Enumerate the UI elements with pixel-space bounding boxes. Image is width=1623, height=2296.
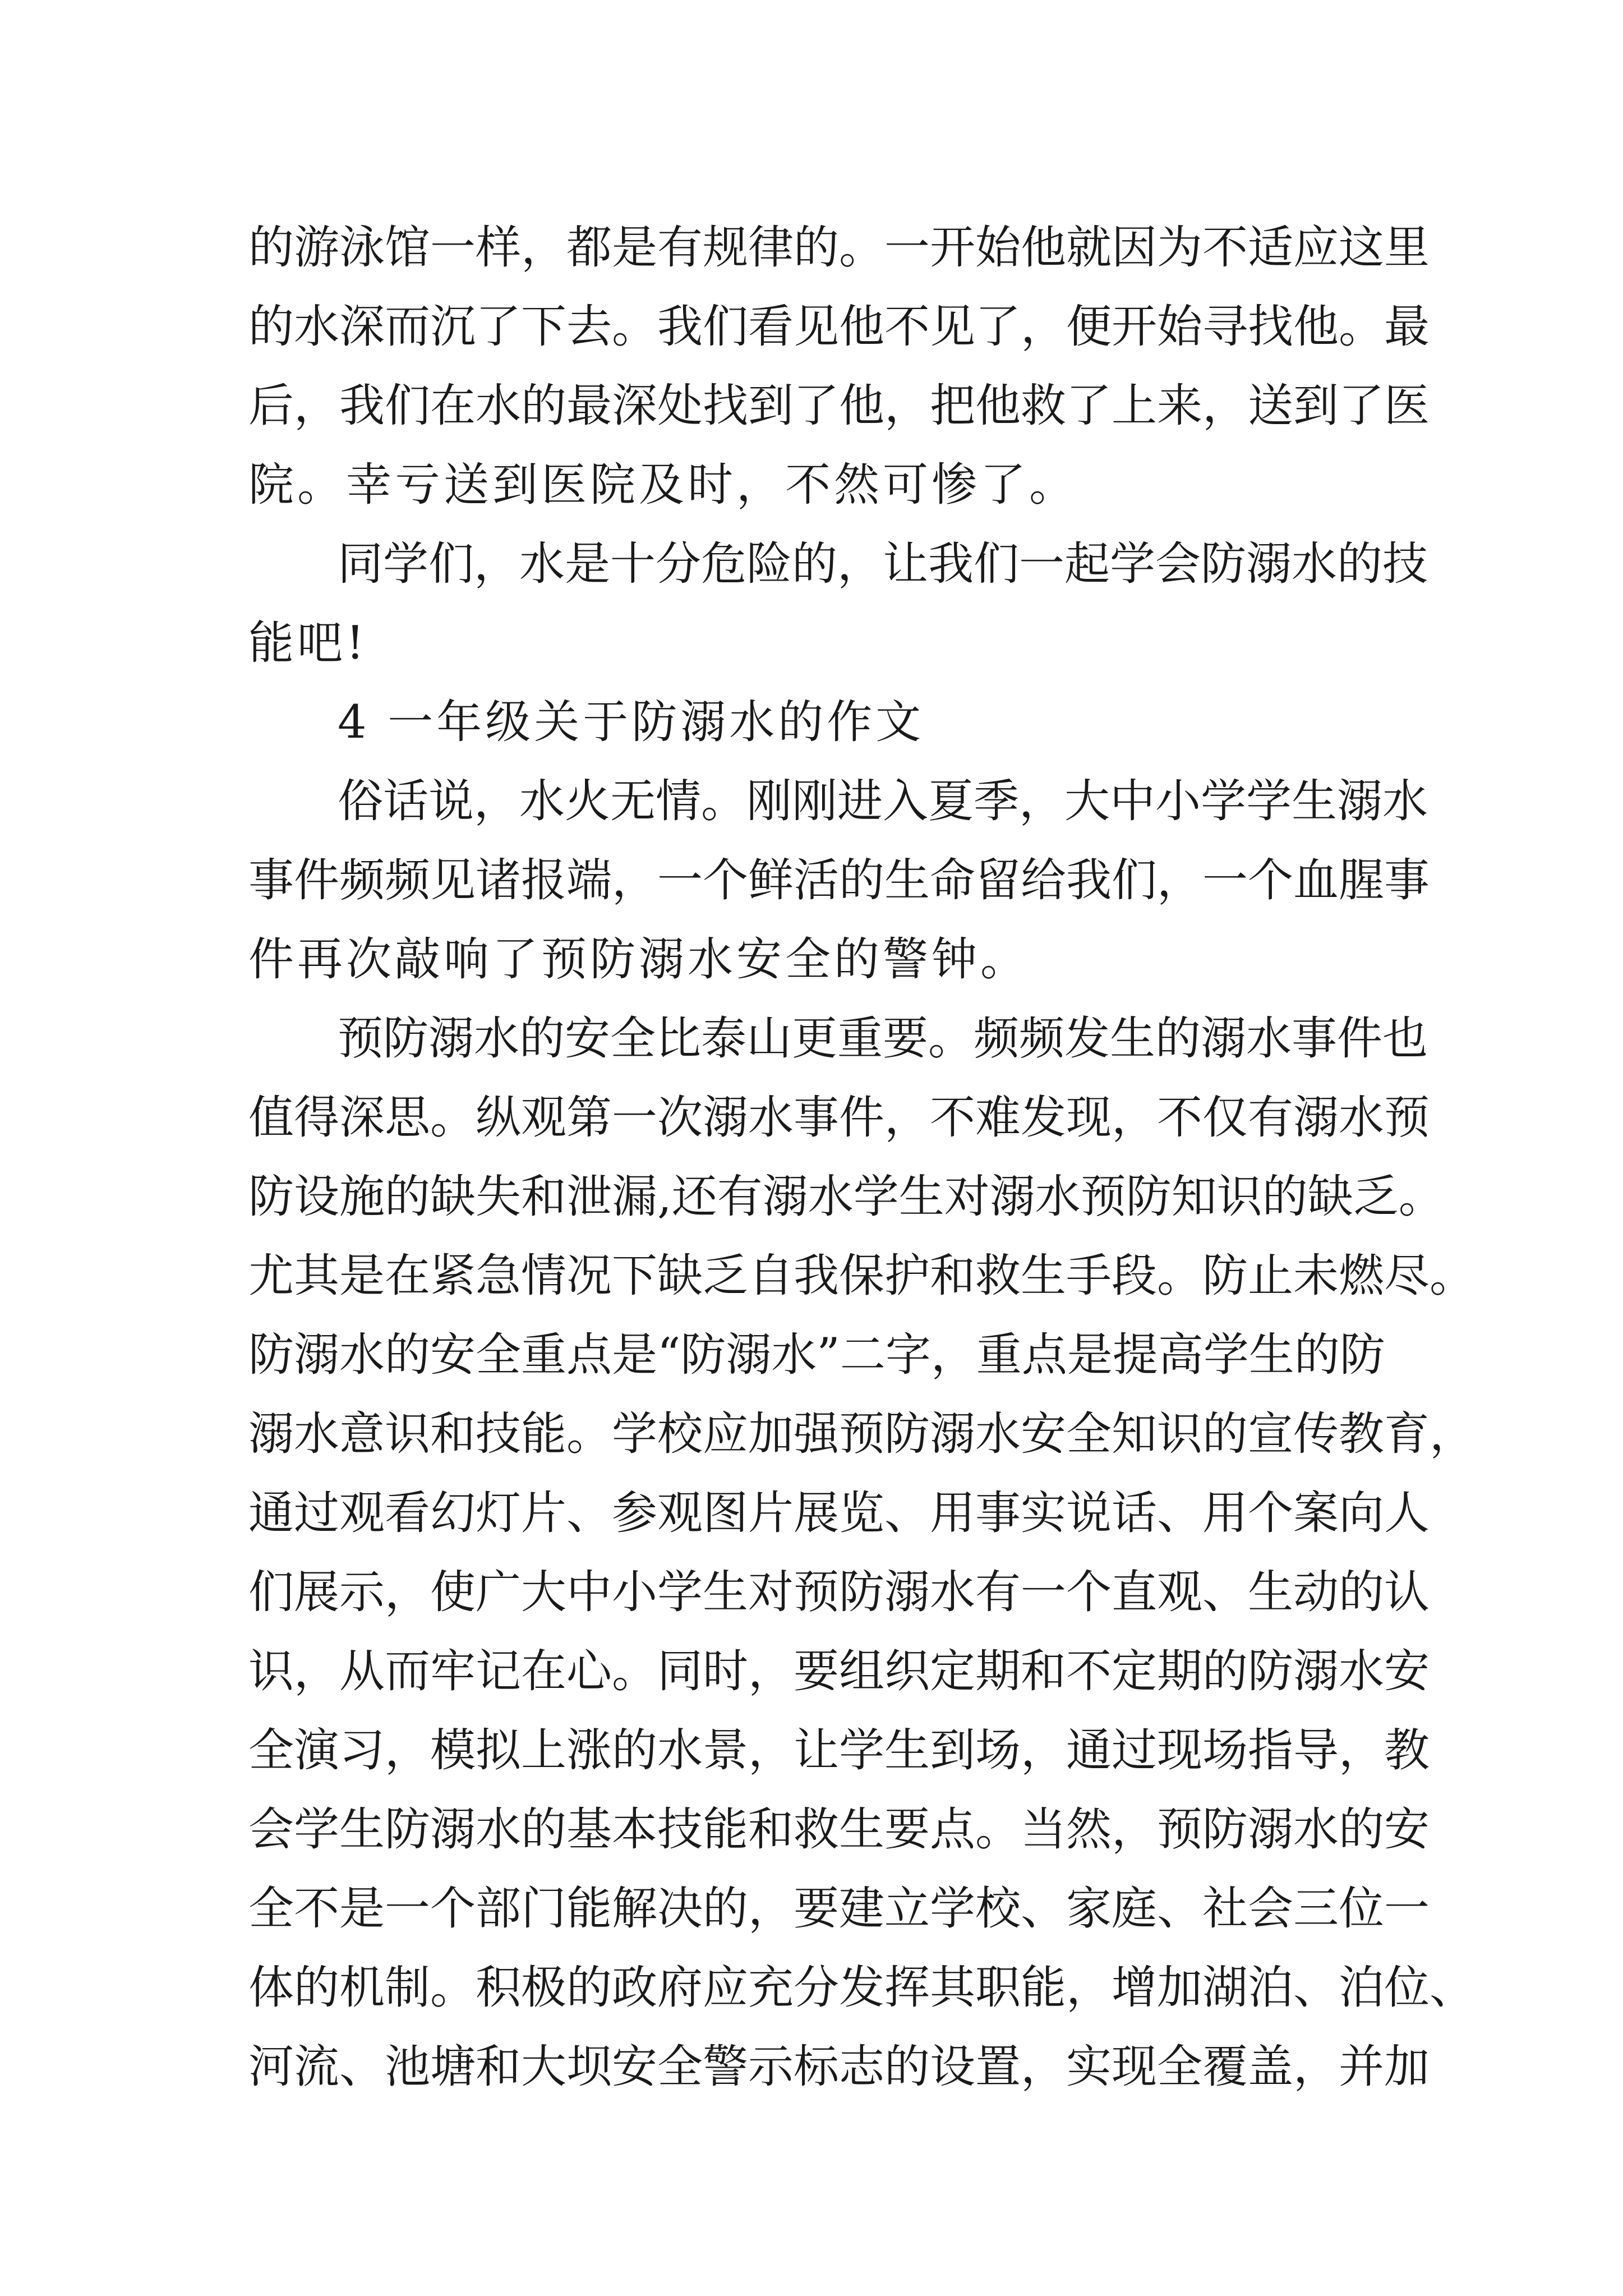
- text-line: 防设施的缺失和泄漏,还有溺水学生对溺水预防知识的缺乏。: [248, 1171, 1444, 1223]
- text-line: 们展示，使广大中小学生对预防溺水有一个直观、生动的认: [248, 1566, 1430, 1619]
- text-line: 事件频频见诸报端，一个鲜活的生命留给我们，一个血腥事: [248, 854, 1430, 907]
- text-line: 会学生防溺水的基本技能和救生要点。当然，预防溺水的安: [248, 1803, 1430, 1856]
- text-line: 通过观看幻灯片、参观图片展览、用事实说话、用个案向人: [248, 1487, 1430, 1540]
- text-line: 尤其是在紧急情况下缺乏自我保护和救生手段。防止未燃尽。: [248, 1250, 1476, 1303]
- text-line: 全演习，模拟上涨的水景，让学生到场，通过现场指导，教: [248, 1724, 1430, 1777]
- text-line: 同学们，水是十分危险的，让我们一起学会防溺水的技: [338, 538, 1428, 591]
- essay-body: [248, 209, 1476, 2107]
- text-line: 溺水意识和技能。学校应加强预防溺水安全知识的宣传教育，: [248, 1408, 1476, 1461]
- text-line: 件再次敲响了预防溺水安全的警钟。: [248, 933, 1030, 986]
- text-line: 河流、池塘和大坝安全警示标志的设置，实现全覆盖，并加: [248, 2041, 1430, 2093]
- text-line: 的游泳馆一样，都是有规律的。一开始他就因为不适应这里: [248, 222, 1430, 274]
- text-line: 预防溺水的安全比泰山更重要。频频发生的溺水事件也: [338, 1013, 1428, 1065]
- text-line: 体的机制。积极的政府应充分发挥其职能，增加湖泊、泊位、: [248, 1962, 1476, 2014]
- text-line: 识，从而牢记在心。同时，要组织定期和不定期的防溺水安: [248, 1645, 1430, 1698]
- text-line: 防溺水的安全重点是“防溺水”二字，重点是提高学生的防: [248, 1329, 1385, 1382]
- text-line: 4 一年级关于防溺水的作文: [338, 696, 925, 749]
- text-line: 值得深思。纵观第一次溺水事件，不难发现，不仅有溺水预: [248, 1092, 1430, 1144]
- text-line: 能吧!: [248, 617, 368, 670]
- text-line: 的水深而沉了下去。我们看见他不见了，便开始寻找他。最: [248, 301, 1430, 353]
- text-line: 俗话说，水火无情。刚刚进入夏季，大中小学学生溺水: [338, 775, 1428, 828]
- text-line: 全不是一个部门能解决的，要建立学校、家庭、社会三位一: [248, 1883, 1430, 1935]
- text-line: 院。幸亏送到医院及时，不然可惨了。: [248, 459, 1078, 512]
- text-line: 后，我们在水的最深处找到了他，把他救了上来，送到了医: [248, 380, 1430, 432]
